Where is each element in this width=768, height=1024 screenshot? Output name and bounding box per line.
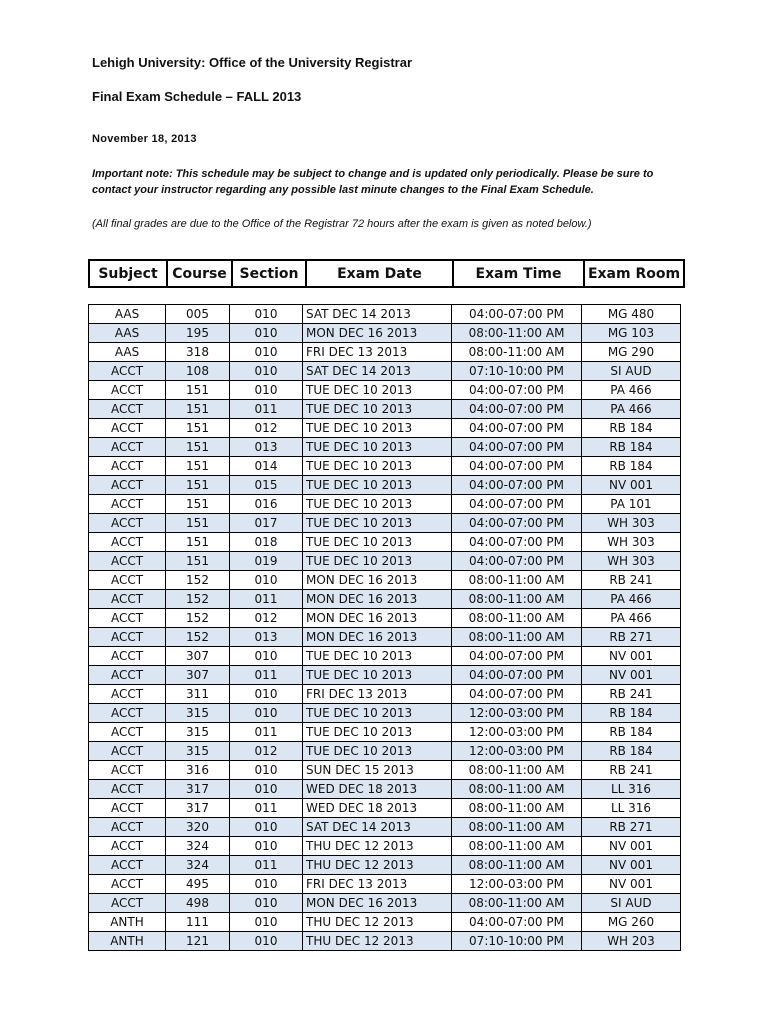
cell-subject: ACCT	[89, 837, 166, 856]
cell-subject: ACCT	[89, 381, 166, 400]
cell-subject: ACCT	[89, 761, 166, 780]
cell-exam-time: 08:00-11:00 AM	[452, 343, 582, 362]
table-row	[89, 419, 681, 438]
cell-exam-date: MON DEC 16 2013	[303, 590, 452, 609]
cell-course: 311	[166, 685, 230, 704]
column-header-course: Course	[167, 260, 232, 287]
cell-section: 016	[230, 495, 303, 514]
cell-subject: ANTH	[89, 932, 166, 951]
cell-section: 012	[230, 742, 303, 761]
table-row	[89, 343, 681, 362]
cell-subject: ANTH	[89, 913, 166, 932]
cell-exam-date: TUE DEC 10 2013	[303, 704, 452, 723]
cell-course: 307	[166, 666, 230, 685]
cell-subject: ACCT	[89, 362, 166, 381]
cell-exam-time: 08:00-11:00 AM	[452, 628, 582, 647]
cell-exam-date: TUE DEC 10 2013	[303, 495, 452, 514]
cell-exam-time: 04:00-07:00 PM	[452, 666, 582, 685]
cell-exam-room: NV 001	[582, 476, 681, 495]
cell-course: 152	[166, 628, 230, 647]
cell-exam-room: WH 203	[582, 932, 681, 951]
table-row	[89, 495, 681, 514]
table-row	[89, 761, 681, 780]
cell-subject: ACCT	[89, 704, 166, 723]
cell-course: 316	[166, 761, 230, 780]
cell-subject: ACCT	[89, 628, 166, 647]
table-row	[89, 742, 681, 761]
cell-exam-room: WH 303	[582, 552, 681, 571]
cell-exam-room: PA 466	[582, 609, 681, 628]
cell-exam-date: FRI DEC 13 2013	[303, 875, 452, 894]
cell-exam-date: TUE DEC 10 2013	[303, 666, 452, 685]
cell-subject: ACCT	[89, 533, 166, 552]
table-row	[89, 647, 681, 666]
cell-exam-room: RB 184	[582, 419, 681, 438]
cell-exam-room: PA 466	[582, 590, 681, 609]
column-header-subject: Subject	[89, 260, 167, 287]
cell-exam-time: 12:00-03:00 PM	[452, 723, 582, 742]
cell-exam-date: SAT DEC 14 2013	[303, 362, 452, 381]
cell-exam-time: 04:00-07:00 PM	[452, 400, 582, 419]
cell-exam-date: TUE DEC 10 2013	[303, 552, 452, 571]
cell-exam-time: 08:00-11:00 AM	[452, 590, 582, 609]
cell-exam-time: 12:00-03:00 PM	[452, 704, 582, 723]
cell-section: 010	[230, 761, 303, 780]
cell-section: 010	[230, 685, 303, 704]
table-row	[89, 780, 681, 799]
cell-course: 151	[166, 514, 230, 533]
cell-exam-time: 08:00-11:00 AM	[452, 856, 582, 875]
cell-exam-date: WED DEC 18 2013	[303, 799, 452, 818]
cell-section: 010	[230, 381, 303, 400]
column-header-exam-date: Exam Date	[306, 260, 453, 287]
schedule-title: Final Exam Schedule – FALL 2013	[92, 89, 302, 104]
cell-subject: ACCT	[89, 552, 166, 571]
cell-exam-time: 08:00-11:00 AM	[452, 571, 582, 590]
table-row	[89, 875, 681, 894]
cell-course: 318	[166, 343, 230, 362]
cell-course: 498	[166, 894, 230, 913]
cell-exam-time: 07:10-10:00 PM	[452, 932, 582, 951]
table-row	[89, 590, 681, 609]
cell-subject: ACCT	[89, 438, 166, 457]
cell-exam-time: 08:00-11:00 AM	[452, 609, 582, 628]
column-header-table	[88, 259, 685, 288]
cell-subject: ACCT	[89, 609, 166, 628]
cell-subject: ACCT	[89, 647, 166, 666]
cell-exam-room: MG 103	[582, 324, 681, 343]
cell-section: 011	[230, 666, 303, 685]
cell-course: 324	[166, 837, 230, 856]
cell-section: 012	[230, 609, 303, 628]
cell-course: 121	[166, 932, 230, 951]
cell-section: 010	[230, 913, 303, 932]
cell-course: 315	[166, 704, 230, 723]
cell-section: 011	[230, 856, 303, 875]
cell-exam-room: RB 271	[582, 818, 681, 837]
cell-exam-time: 04:00-07:00 PM	[452, 381, 582, 400]
cell-exam-room: WH 303	[582, 514, 681, 533]
cell-subject: ACCT	[89, 666, 166, 685]
cell-subject: ACCT	[89, 571, 166, 590]
cell-exam-time: 04:00-07:00 PM	[452, 913, 582, 932]
cell-course: 151	[166, 552, 230, 571]
cell-course: 307	[166, 647, 230, 666]
cell-section: 010	[230, 932, 303, 951]
cell-course: 324	[166, 856, 230, 875]
cell-section: 010	[230, 837, 303, 856]
cell-course: 317	[166, 799, 230, 818]
cell-exam-date: MON DEC 16 2013	[303, 571, 452, 590]
cell-exam-room: NV 001	[582, 875, 681, 894]
cell-course: 151	[166, 438, 230, 457]
cell-exam-time: 12:00-03:00 PM	[452, 875, 582, 894]
cell-section: 017	[230, 514, 303, 533]
cell-section: 010	[230, 647, 303, 666]
cell-exam-time: 04:00-07:00 PM	[452, 476, 582, 495]
table-row	[89, 628, 681, 647]
column-header-exam-time: Exam Time	[453, 260, 584, 287]
table-row	[89, 305, 681, 324]
cell-course: 495	[166, 875, 230, 894]
cell-subject: ACCT	[89, 685, 166, 704]
cell-exam-time: 08:00-11:00 AM	[452, 761, 582, 780]
cell-subject: ACCT	[89, 875, 166, 894]
cell-subject: ACCT	[89, 742, 166, 761]
cell-exam-room: LL 316	[582, 799, 681, 818]
cell-exam-time: 04:00-07:00 PM	[452, 514, 582, 533]
cell-course: 317	[166, 780, 230, 799]
cell-exam-room: RB 271	[582, 628, 681, 647]
cell-exam-room: SI AUD	[582, 362, 681, 381]
cell-section: 018	[230, 533, 303, 552]
cell-course: 151	[166, 419, 230, 438]
cell-course: 315	[166, 723, 230, 742]
cell-section: 019	[230, 552, 303, 571]
cell-subject: ACCT	[89, 400, 166, 419]
cell-exam-date: TUE DEC 10 2013	[303, 533, 452, 552]
cell-exam-room: PA 101	[582, 495, 681, 514]
table-row	[89, 704, 681, 723]
table-row	[89, 533, 681, 552]
cell-exam-date: TUE DEC 10 2013	[303, 419, 452, 438]
cell-exam-time: 04:00-07:00 PM	[452, 495, 582, 514]
table-row	[89, 932, 681, 951]
cell-exam-date: THU DEC 12 2013	[303, 856, 452, 875]
cell-exam-room: RB 184	[582, 742, 681, 761]
cell-exam-date: SUN DEC 15 2013	[303, 761, 452, 780]
cell-subject: ACCT	[89, 514, 166, 533]
cell-exam-room: PA 466	[582, 381, 681, 400]
cell-exam-date: TUE DEC 10 2013	[303, 647, 452, 666]
cell-section: 014	[230, 457, 303, 476]
cell-subject: ACCT	[89, 818, 166, 837]
cell-subject: ACCT	[89, 799, 166, 818]
cell-exam-time: 04:00-07:00 PM	[452, 533, 582, 552]
cell-section: 010	[230, 362, 303, 381]
cell-exam-date: TUE DEC 10 2013	[303, 476, 452, 495]
table-row	[89, 609, 681, 628]
table-row	[89, 723, 681, 742]
cell-exam-date: TUE DEC 10 2013	[303, 438, 452, 457]
cell-section: 015	[230, 476, 303, 495]
table-row	[89, 837, 681, 856]
cell-subject: ACCT	[89, 476, 166, 495]
cell-section: 011	[230, 799, 303, 818]
cell-course: 151	[166, 400, 230, 419]
cell-course: 315	[166, 742, 230, 761]
cell-course: 152	[166, 609, 230, 628]
cell-exam-date: MON DEC 16 2013	[303, 894, 452, 913]
cell-subject: ACCT	[89, 723, 166, 742]
schedule-date: November 18, 2013	[92, 133, 197, 145]
cell-exam-room: NV 001	[582, 837, 681, 856]
table-row	[89, 476, 681, 495]
cell-exam-date: SAT DEC 14 2013	[303, 818, 452, 837]
cell-exam-date: TUE DEC 10 2013	[303, 400, 452, 419]
cell-exam-date: THU DEC 12 2013	[303, 932, 452, 951]
cell-course: 151	[166, 495, 230, 514]
table-row	[89, 514, 681, 533]
cell-section: 010	[230, 324, 303, 343]
cell-exam-time: 12:00-03:00 PM	[452, 742, 582, 761]
table-row	[89, 552, 681, 571]
cell-subject: AAS	[89, 305, 166, 324]
cell-exam-time: 04:00-07:00 PM	[452, 685, 582, 704]
grades-note: (All final grades are due to the Office of the Registrar 72 hours after the exam is given as noted below.)	[92, 218, 592, 230]
cell-exam-room: SI AUD	[582, 894, 681, 913]
cell-course: 320	[166, 818, 230, 837]
cell-course: 151	[166, 476, 230, 495]
cell-exam-date: SAT DEC 14 2013	[303, 305, 452, 324]
cell-course: 005	[166, 305, 230, 324]
important-note: Important note: This schedule may be subject to change and is updated only periodically. Please be sure to contact your instructor regarding any possible last minute changes to the Final Exam Schedule.	[92, 168, 654, 196]
cell-course: 152	[166, 571, 230, 590]
cell-exam-date: FRI DEC 13 2013	[303, 343, 452, 362]
table-row	[89, 400, 681, 419]
cell-exam-time: 04:00-07:00 PM	[452, 457, 582, 476]
cell-exam-time: 04:00-07:00 PM	[452, 419, 582, 438]
cell-section: 010	[230, 571, 303, 590]
cell-exam-room: RB 184	[582, 704, 681, 723]
cell-course: 151	[166, 457, 230, 476]
table-row	[89, 381, 681, 400]
cell-exam-room: MG 260	[582, 913, 681, 932]
cell-exam-time: 08:00-11:00 AM	[452, 837, 582, 856]
cell-subject: ACCT	[89, 894, 166, 913]
table-row	[89, 362, 681, 381]
cell-course: 151	[166, 533, 230, 552]
cell-section: 010	[230, 305, 303, 324]
cell-exam-room: RB 184	[582, 438, 681, 457]
cell-exam-room: RB 241	[582, 685, 681, 704]
table-row	[89, 324, 681, 343]
cell-section: 013	[230, 438, 303, 457]
cell-exam-time: 08:00-11:00 AM	[452, 894, 582, 913]
table-row	[89, 666, 681, 685]
cell-exam-room: PA 466	[582, 400, 681, 419]
cell-subject: AAS	[89, 343, 166, 362]
cell-subject: ACCT	[89, 495, 166, 514]
cell-exam-date: THU DEC 12 2013	[303, 913, 452, 932]
cell-course: 151	[166, 381, 230, 400]
cell-subject: ACCT	[89, 419, 166, 438]
cell-exam-room: MG 480	[582, 305, 681, 324]
cell-section: 013	[230, 628, 303, 647]
cell-exam-time: 04:00-07:00 PM	[452, 305, 582, 324]
cell-section: 010	[230, 894, 303, 913]
cell-exam-time: 08:00-11:00 AM	[452, 780, 582, 799]
cell-exam-time: 04:00-07:00 PM	[452, 552, 582, 571]
cell-section: 011	[230, 590, 303, 609]
cell-exam-date: MON DEC 16 2013	[303, 324, 452, 343]
table-row	[89, 571, 681, 590]
cell-exam-date: TUE DEC 10 2013	[303, 742, 452, 761]
cell-exam-time: 08:00-11:00 AM	[452, 818, 582, 837]
table-row	[89, 818, 681, 837]
cell-section: 012	[230, 419, 303, 438]
cell-subject: ACCT	[89, 457, 166, 476]
table-row	[89, 913, 681, 932]
cell-exam-room: NV 001	[582, 647, 681, 666]
table-row	[89, 457, 681, 476]
cell-section: 011	[230, 723, 303, 742]
cell-exam-date: MON DEC 16 2013	[303, 609, 452, 628]
cell-subject: ACCT	[89, 780, 166, 799]
cell-exam-date: MON DEC 16 2013	[303, 628, 452, 647]
cell-exam-time: 08:00-11:00 AM	[452, 799, 582, 818]
table-row	[89, 894, 681, 913]
cell-subject: AAS	[89, 324, 166, 343]
cell-exam-time: 07:10-10:00 PM	[452, 362, 582, 381]
cell-course: 108	[166, 362, 230, 381]
cell-exam-date: FRI DEC 13 2013	[303, 685, 452, 704]
cell-exam-date: TUE DEC 10 2013	[303, 457, 452, 476]
table-row	[89, 799, 681, 818]
cell-exam-date: TUE DEC 10 2013	[303, 514, 452, 533]
registrar-heading: Lehigh University: Office of the University Registrar	[92, 55, 413, 70]
cell-exam-date: WED DEC 18 2013	[303, 780, 452, 799]
cell-exam-date: TUE DEC 10 2013	[303, 381, 452, 400]
cell-exam-date: THU DEC 12 2013	[303, 837, 452, 856]
cell-exam-room: RB 241	[582, 761, 681, 780]
cell-exam-time: 08:00-11:00 AM	[452, 324, 582, 343]
table-row	[89, 856, 681, 875]
cell-section: 010	[230, 818, 303, 837]
cell-section: 011	[230, 400, 303, 419]
cell-exam-time: 04:00-07:00 PM	[452, 647, 582, 666]
cell-exam-room: MG 290	[582, 343, 681, 362]
cell-subject: ACCT	[89, 590, 166, 609]
cell-exam-room: RB 241	[582, 571, 681, 590]
cell-exam-room: LL 316	[582, 780, 681, 799]
cell-section: 010	[230, 875, 303, 894]
cell-subject: ACCT	[89, 856, 166, 875]
cell-course: 111	[166, 913, 230, 932]
column-header-exam-room: Exam Room	[584, 260, 684, 287]
cell-exam-room: NV 001	[582, 666, 681, 685]
cell-section: 010	[230, 780, 303, 799]
cell-course: 152	[166, 590, 230, 609]
exam-schedule-table	[88, 304, 681, 951]
cell-exam-room: NV 001	[582, 856, 681, 875]
cell-exam-time: 04:00-07:00 PM	[452, 438, 582, 457]
cell-section: 010	[230, 704, 303, 723]
cell-section: 010	[230, 343, 303, 362]
cell-exam-date: TUE DEC 10 2013	[303, 723, 452, 742]
cell-exam-room: RB 184	[582, 723, 681, 742]
cell-course: 195	[166, 324, 230, 343]
table-row	[89, 685, 681, 704]
table-row	[89, 438, 681, 457]
column-header-section: Section	[232, 260, 306, 287]
cell-exam-room: RB 184	[582, 457, 681, 476]
cell-exam-room: WH 303	[582, 533, 681, 552]
